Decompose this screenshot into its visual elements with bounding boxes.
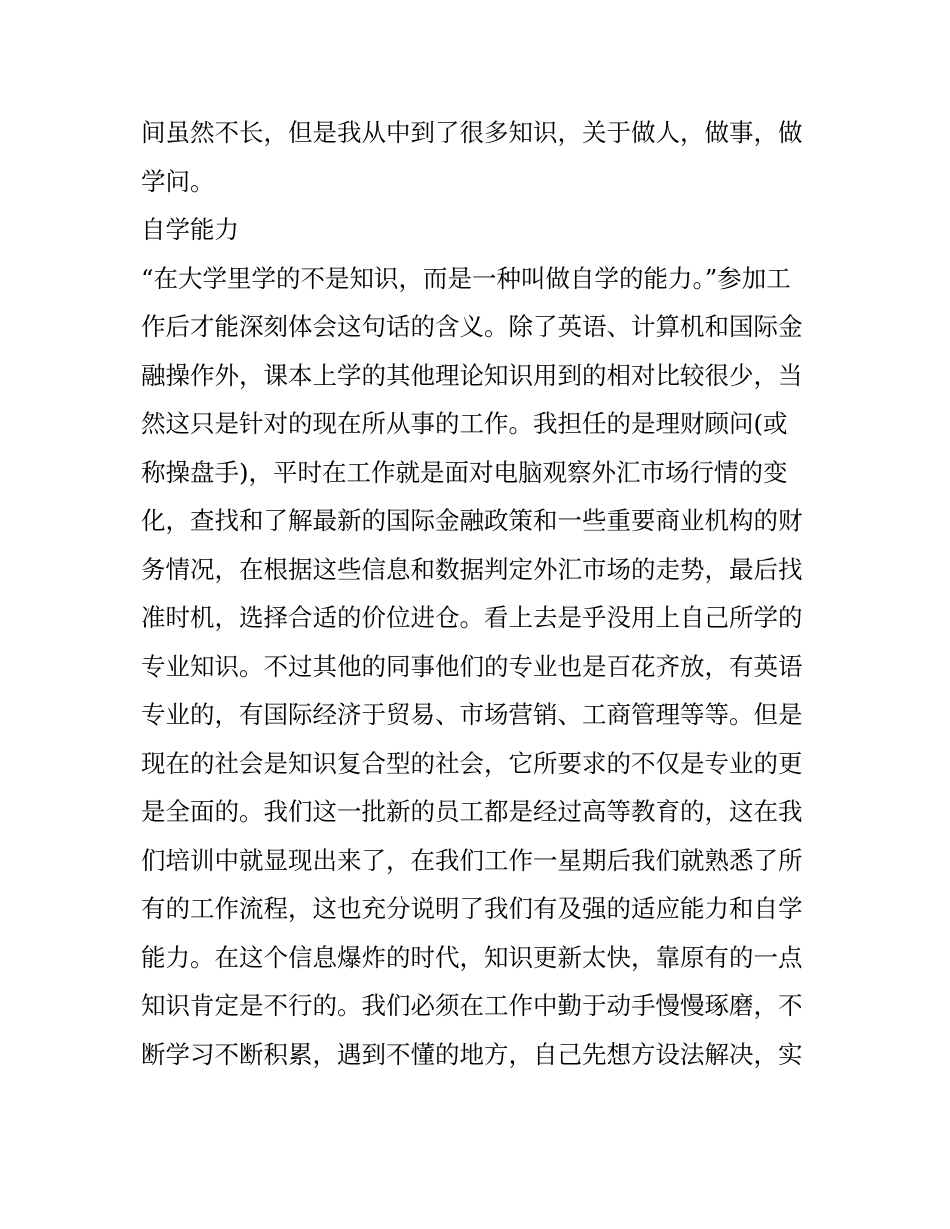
section-heading: 自学能力: [141, 215, 239, 244]
text-line: 学问。: [141, 166, 215, 196]
text-line: 专业的，有国际经济于贸易、市场营销、工商管理等等。但是: [141, 700, 803, 729]
text-line: 务情况，在根据这些信息和数据判定外汇市场的走势，最后找: [141, 554, 803, 584]
text-line: 现在的社会是知识复合型的社会，它所要求的不仅是专业的更: [141, 748, 803, 778]
text-line: 称操盘手)，平时在工作就是面对电脑观察外汇市场行情的变: [141, 457, 788, 487]
body-text: [141, 109, 821, 1079]
text-line: 能力。在这个信息爆炸的时代，知识更新太快，靠原有的一点: [141, 942, 803, 972]
text-line: 然这只是针对的现在所从事的工作。我担任的是理财顾问(或: [141, 409, 788, 438]
text-line: 断学习不断积累，遇到不懂的地方，自己先想方设法解决，实: [141, 1039, 803, 1069]
text-line: 知识肯定是不行的。我们必须在工作中勤于动手慢慢琢磨，不: [141, 991, 803, 1020]
text-line: “在大学里学的不是知识，而是一种叫做自学的能力。”参加工: [141, 263, 791, 293]
text-line: 们培训中就显现出来了，在我们工作一星期后我们就熟悉了所: [141, 845, 803, 875]
text-line: 准时机，选择合适的价位进仓。看上去是乎没用上自己所学的: [141, 603, 803, 632]
text-line: 专业知识。不过其他的同事他们的专业也是百花齐放，有英语: [141, 651, 803, 681]
text-line: 化，查找和了解最新的国际金融政策和一些重要商业机构的财: [141, 506, 803, 535]
text-line: 融操作外，课本上学的其他理论知识用到的相对比较很少，当: [141, 360, 803, 390]
text-line: 有的工作流程，这也充分说明了我们有及强的适应能力和自学: [141, 894, 803, 923]
text-line: 间虽然不长，但是我从中到了很多知识，关于做人，做事，做: [141, 118, 803, 147]
text-line: 是全面的。我们这一批新的员工都是经过高等教育的，这在我: [141, 797, 803, 826]
text-line: 作后才能深刻体会这句话的含义。除了英语、计算机和国际金: [141, 312, 803, 341]
